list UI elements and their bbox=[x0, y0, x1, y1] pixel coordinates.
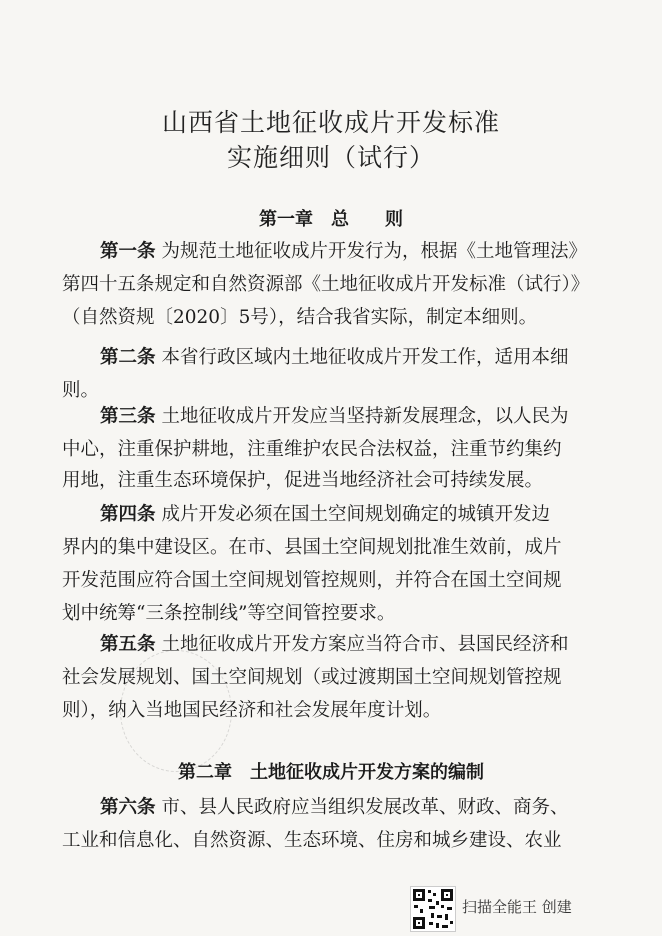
article-3-line-3: 用地，注重生态环境保护，促进当地经济社会可持续发展。 bbox=[62, 470, 544, 491]
article-1-label: 第一条 bbox=[100, 241, 156, 262]
article-2-line-1: 第二条 本省行政区域内土地征收成片开发工作，适用本细 bbox=[100, 347, 569, 368]
article-1-line-2: 第四十五条规定和自然资源部《土地征收成片开发标准（试行）》 bbox=[62, 274, 590, 295]
article-6-line-1: 第六条 市、县人民政府应当组织发展改革、财政、商务、 bbox=[100, 797, 569, 818]
faint-seal-mark bbox=[120, 650, 232, 772]
article-6-line-2: 工业和信息化、自然资源、生态环境、住房和城乡建设、农业 bbox=[62, 830, 562, 851]
qr-code-icon bbox=[410, 886, 456, 932]
article-4-line-4: 划中统筹“三条控制线”等空间管控要求。 bbox=[62, 603, 396, 624]
article-4-line-3: 开发范围应符合国土空间规划管控规则，并符合在国土空间规 bbox=[62, 570, 562, 591]
article-4-label: 第四条 bbox=[100, 504, 156, 525]
article-1-line-1: 第一条 为规范土地征收成片开发行为，根据《土地管理法》 bbox=[100, 241, 588, 262]
document-title-line-2: 实施细则（试行） bbox=[226, 143, 435, 172]
chapter-1-heading: 第一章 总 则 bbox=[259, 209, 403, 230]
article-2-label: 第二条 bbox=[100, 347, 156, 368]
article-3-line-1: 第三条 土地征收成片开发应当坚持新发展理念，以人民为 bbox=[100, 406, 569, 427]
document-title-line-1: 山西省土地征收成片开发标准 bbox=[161, 108, 500, 137]
article-1-line-3: （自然资规〔2020〕5号），结合我省实际，制定本细则。 bbox=[62, 307, 538, 328]
article-4-line-2: 界内的集中建设区。在市、县国土空间规划批准生效前，成片 bbox=[62, 537, 562, 558]
article-5-line-2: 社会发展规划、国土空间规划（或过渡期国土空间规划管控规 bbox=[62, 667, 562, 688]
article-3-line-2: 中心，注重保护耕地，注重维护农民合法权益，注重节约集约 bbox=[62, 439, 562, 460]
article-6-label: 第六条 bbox=[100, 797, 156, 818]
article-5-label: 第五条 bbox=[100, 634, 156, 655]
article-3-label: 第三条 bbox=[100, 406, 156, 427]
scanner-watermark-label: 扫描全能王 创建 bbox=[462, 898, 572, 916]
article-5-line-3: 则），纳入当地国民经济和社会发展年度计划。 bbox=[62, 700, 442, 721]
article-5-line-1: 第五条 土地征收成片开发方案应当符合市、县国民经济和 bbox=[100, 634, 569, 655]
chapter-2-heading: 第二章 土地征收成片开发方案的编制 bbox=[178, 762, 484, 783]
article-4-line-1: 第四条 成片开发必须在国土空间规划确定的城镇开发边 bbox=[100, 504, 551, 525]
article-2-line-2: 则。 bbox=[62, 380, 100, 401]
